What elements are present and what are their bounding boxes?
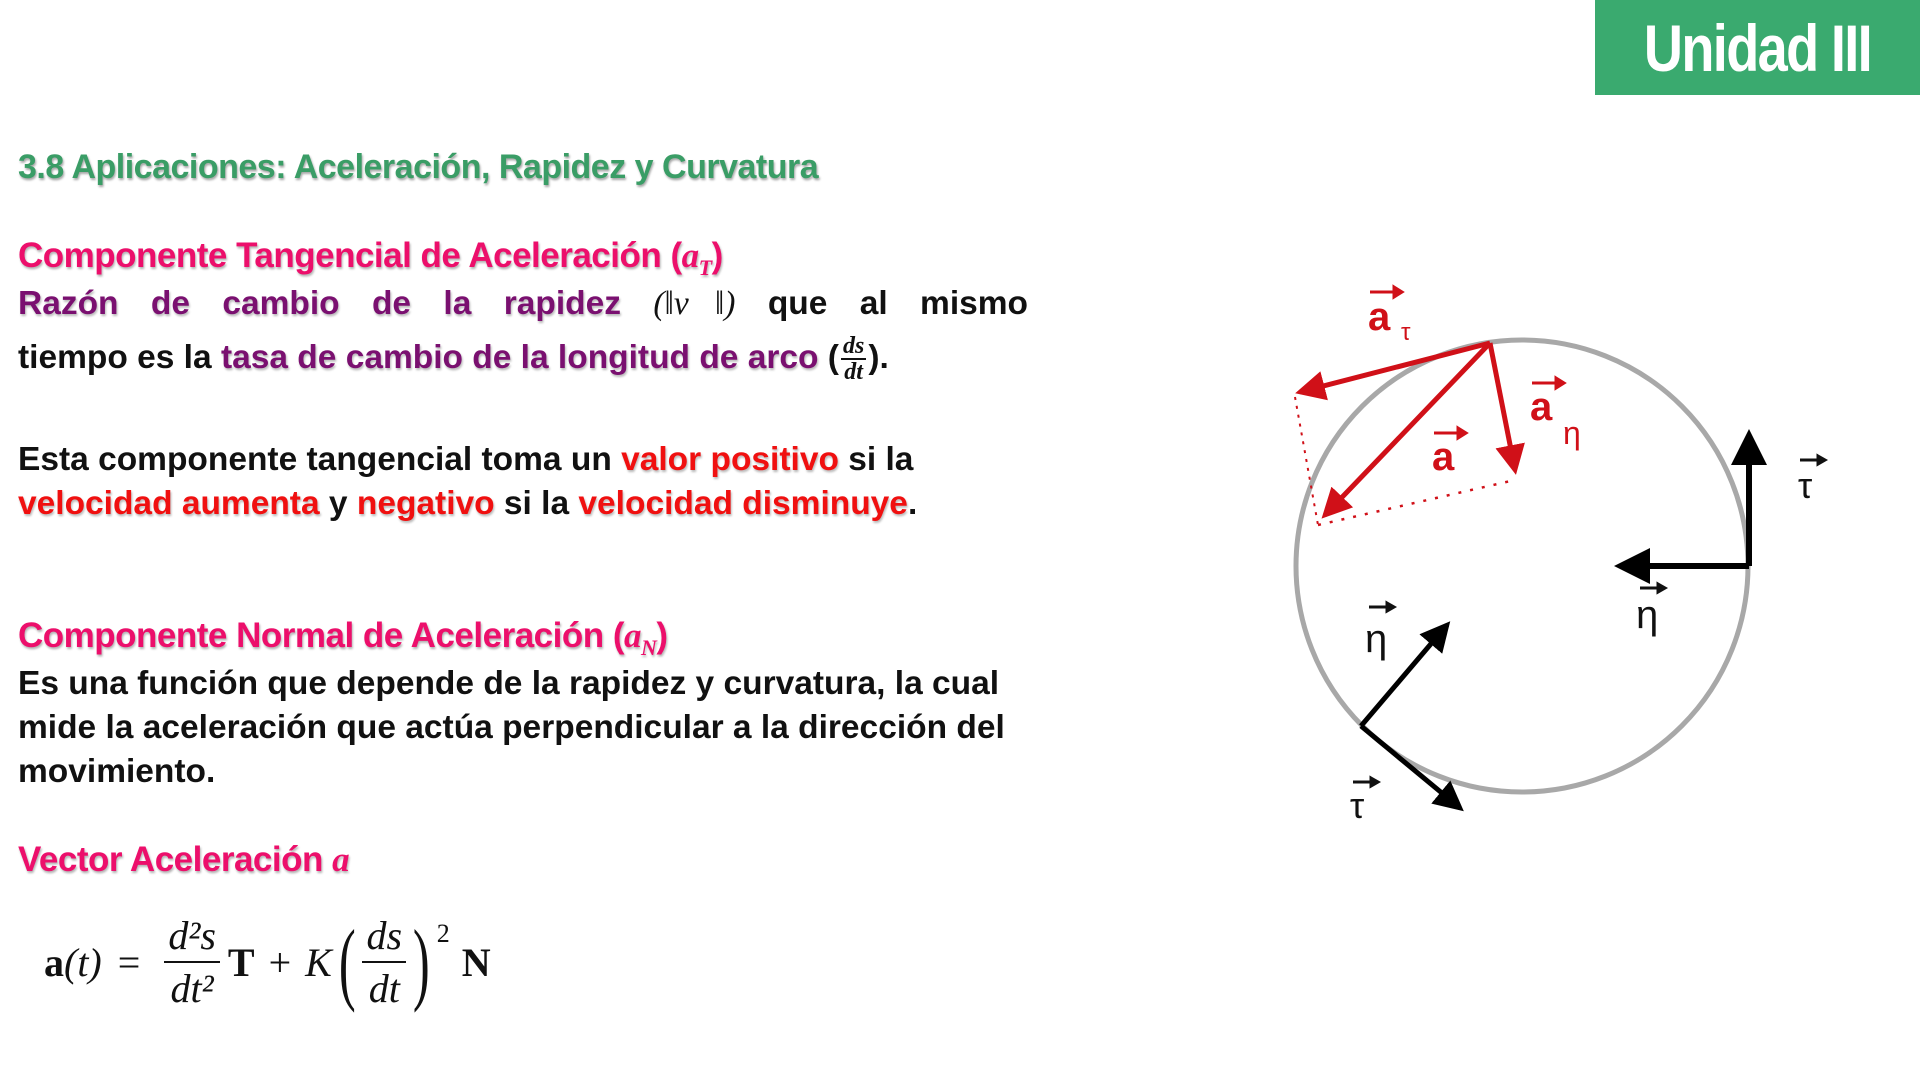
paren-close: ). [868,338,889,376]
unit-badge-label: Unidad III [1643,10,1872,85]
formula-equals: = [117,939,141,985]
speed-symbol: (‖v⃗‖) [653,285,736,322]
tangential-heading: Componente Tangencial de Aceleración $(a_T)$ [18,236,723,280]
paren-open: ( [818,338,839,376]
label-a-eta-sub: η [1563,415,1581,451]
tangent-vector-bottom-arrow [1361,726,1460,808]
tangential-sign-paragraph: Esta componente tangencial toma un valor positivo si la velocidad aumenta y negativo si la velocidad disminuye. [18,441,918,522]
speed-increases-highlight: velocidad aumenta [18,485,320,522]
line2-start: tiempo es la [18,338,221,376]
vector-a-symbol: a⃗ [332,840,377,879]
first-derivative-fraction: ds dt [362,912,406,1012]
unit-badge [1595,0,1920,95]
negative-highlight: negativo [356,485,495,522]
acceleration-components-diagram [1240,270,1860,850]
tangential-def-rest: que al mismo [767,285,1029,322]
formula-K: K [305,939,332,985]
vector-heading-text: Vector Aceleración [18,840,333,879]
diagram-red-labels [1368,295,1581,479]
formula-power: 2 [436,919,450,948]
positive-value-highlight: valor positivo [621,441,839,478]
formula-a: a [44,939,64,985]
vector-heading [18,840,1028,880]
label-eta-right: η [1636,593,1659,637]
formula-T: T [227,939,255,985]
speed-decreases-highlight: velocidad disminuye [578,485,908,522]
normal-heading-text: Componente Normal de Aceleración ( [18,616,624,655]
formula-arg: (t) [64,939,102,985]
dotted-guide-bottom [1318,480,1515,525]
section-title: 3.8 Aplicaciones: Aceleración, Rapidez y Curvatura [18,148,819,186]
second-derivative-fraction: $\frac{\text{d²s}}{\text{dt²}}$ [164,912,220,1012]
normal-acceleration-arrow [1490,343,1515,470]
tangential-symbol: $a_T$ [681,236,712,280]
formula-N: N [461,939,491,985]
label-a-tau-sub: τ [1401,319,1411,346]
label-eta-bottom: η [1365,617,1388,661]
label-tau-bottom: τ [1350,785,1365,826]
tangential-def-highlight: Razón de cambio de la rapidez [18,285,621,322]
acceleration-formula: a (t) = $\frac{\text{d²s}}{\text{dt²}}$ T + K ( ds dt ) $^2$ N [44,911,491,1013]
label-a: a [1432,435,1455,479]
normal-definition: Es una función que depende de la rapidez y curvatura, la cual mide la aceleración que actúa perpendicular a la dirección del movimiento. [18,665,1005,790]
normal-symbol: $a_N$ [624,616,657,660]
tangential-definition-line2 [18,334,1028,384]
tangential-definition-line1 [18,282,1028,326]
normal-heading: Componente Normal de Aceleración $(a_N)$ [18,616,668,660]
ds-dt-fraction: $\frac{ds}{dt}$ [842,333,865,385]
tangential-acceleration-arrow [1300,343,1490,392]
label-a-eta: a [1530,385,1553,429]
arc-length-highlight: tasa de cambio de la longitud de arco [220,338,819,376]
label-a-tau: a [1368,295,1391,339]
formula-plus: + [268,939,292,985]
tangential-heading-text: Componente Tangencial de Aceleración ( [18,236,682,275]
label-tau-right: τ [1798,465,1813,506]
